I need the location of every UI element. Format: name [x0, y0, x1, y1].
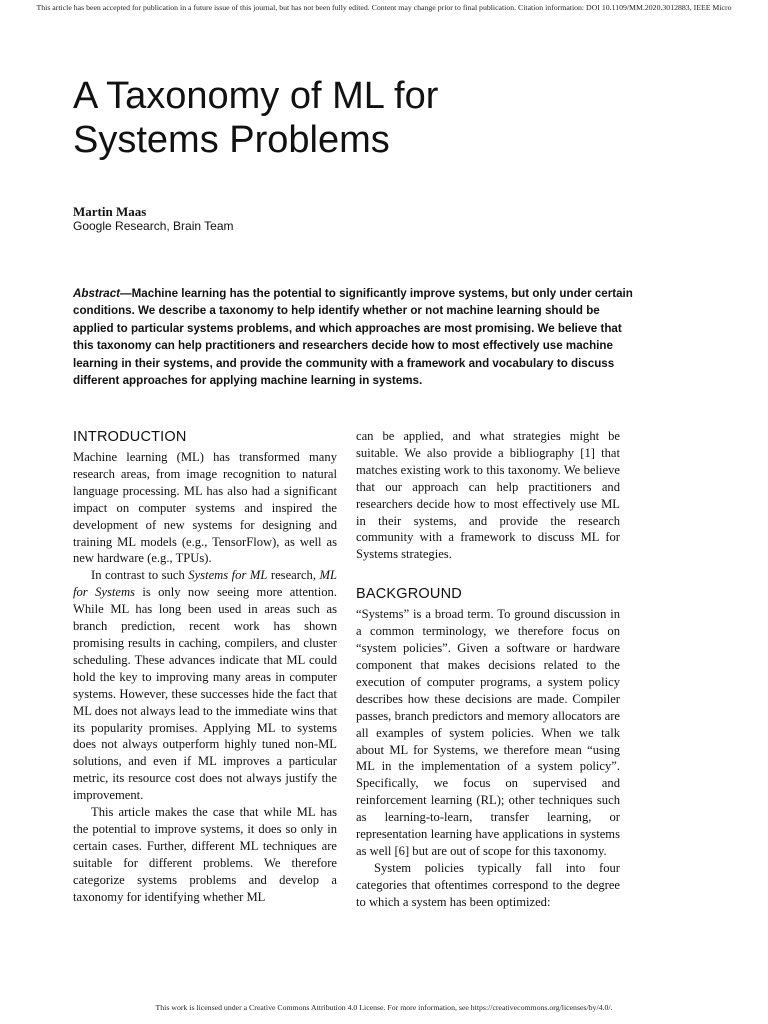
abstract: [73, 285, 633, 389]
abstract-label: Abstract: [73, 287, 121, 300]
license-footer: This work is licensed under a Creative Commons Attribution 4.0 License. For more information, see https://creativecommons.org/licenses/by/4.0/.: [155, 1003, 613, 1012]
author-affiliation: Google Research, Brain Team: [73, 219, 234, 233]
journal-notice-header: This article has been accepted for publication in a future issue of this journal, but has not been fully edited. Content may change prior to final publication. Citation information: DOI 10.1109/MM.2020.3012883, IEEE Micro: [36, 3, 732, 12]
article-title-line-2: Systems Problems: [73, 119, 390, 161]
author-name: Martin Maas: [73, 204, 147, 219]
introduction-paragraph-2: [73, 567, 337, 804]
right-column: [356, 428, 620, 911]
background-paragraph-2: System policies typically fall into four categories that oftentimes correspond to the degree to which a system has been optimized:: [356, 860, 620, 909]
background-heading: BACKGROUND: [356, 586, 462, 603]
intro-p2-text-b: research,: [267, 568, 320, 583]
left-column: [73, 428, 337, 905]
article-title-line-1: A Taxonomy of ML for: [73, 75, 439, 117]
introduction-paragraph-3-continued: can be applied, and what strategies might be suitable. We also provide a bibliography [1] that matches existing work to this taxonomy. We believe that our approach can help practitioners and researchers decide how to most effectively use ML in their systems, and provide the research community with a framework to discuss ML for Systems strategies.: [356, 429, 620, 562]
abstract-text: —Machine learning has the potential to significantly improve systems, but only under certain conditions. We describe a taxonomy to help identify whether or not machine learning should be applied to particular systems problems, and which approaches are most promising. We believe that this taxonomy can help practitioners and researchers decide how to most effectively use machine learning in their systems, and provide the community with a framework and vocabulary to discuss different approaches for applying machine learning in systems.: [73, 287, 633, 388]
intro-p2-text-a: In contrast to such: [91, 568, 189, 583]
intro-p2-emphasis-ml-for-systems: ML for Systems: [73, 568, 337, 600]
introduction-paragraph-1: Machine learning (ML) has transformed many research areas, from image recognition to natural language processing. ML has also had a significant impact on computer systems and inspired the development of new systems for designing and training ML models (e.g., TensorFlow), as well as new hardware (e.g., TPUs).: [73, 450, 337, 566]
intro-p2-emphasis-systems-for-ml: Systems for ML: [188, 568, 268, 583]
introduction-heading: INTRODUCTION: [73, 429, 187, 445]
background-paragraph-1: “Systems” is a broad term. To ground discussion in a common terminology, we therefore focus on “system policies”. Given a software or hardware component that makes decisions related to the execution of computer programs, a system policy describes how these decisions are made. Compiler passes, branch predictors and memory allocators are all examples of system policies. When we talk about ML for Systems, we therefore mean “using ML in the implementation of a system policy”. Specifically, we focus on supervised and reinforcement learning (RL); other techniques such as learning-to-learn, transfer learning, or representation learning have applications in systems as well [6] but are out of scope for this taxonomy.: [356, 607, 620, 858]
intro-p2-text-c: is only now seeing more attention. While ML has long been used in areas such as branch prediction, recent work has shown promising results in caching, compilers, and cluster scheduling. These advances indicate that ML could hold the key to improving many areas in computer systems. However, these successes hide the fact that ML does not always lead to the immediate wins that its popularity promises. Applying ML to systems does not always outperform highly tuned non-ML solutions, and even if ML improves a particular metric, its resource cost does not always justify the improvement.: [73, 585, 337, 803]
article-title: [73, 74, 633, 162]
introduction-paragraph-3: This article makes the case that while ML has the potential to improve systems, it does so only in certain cases. Further, different ML techniques are suitable for different problems. We therefore categorize systems problems and develop a taxonomy for identifying whether ML: [73, 805, 337, 904]
